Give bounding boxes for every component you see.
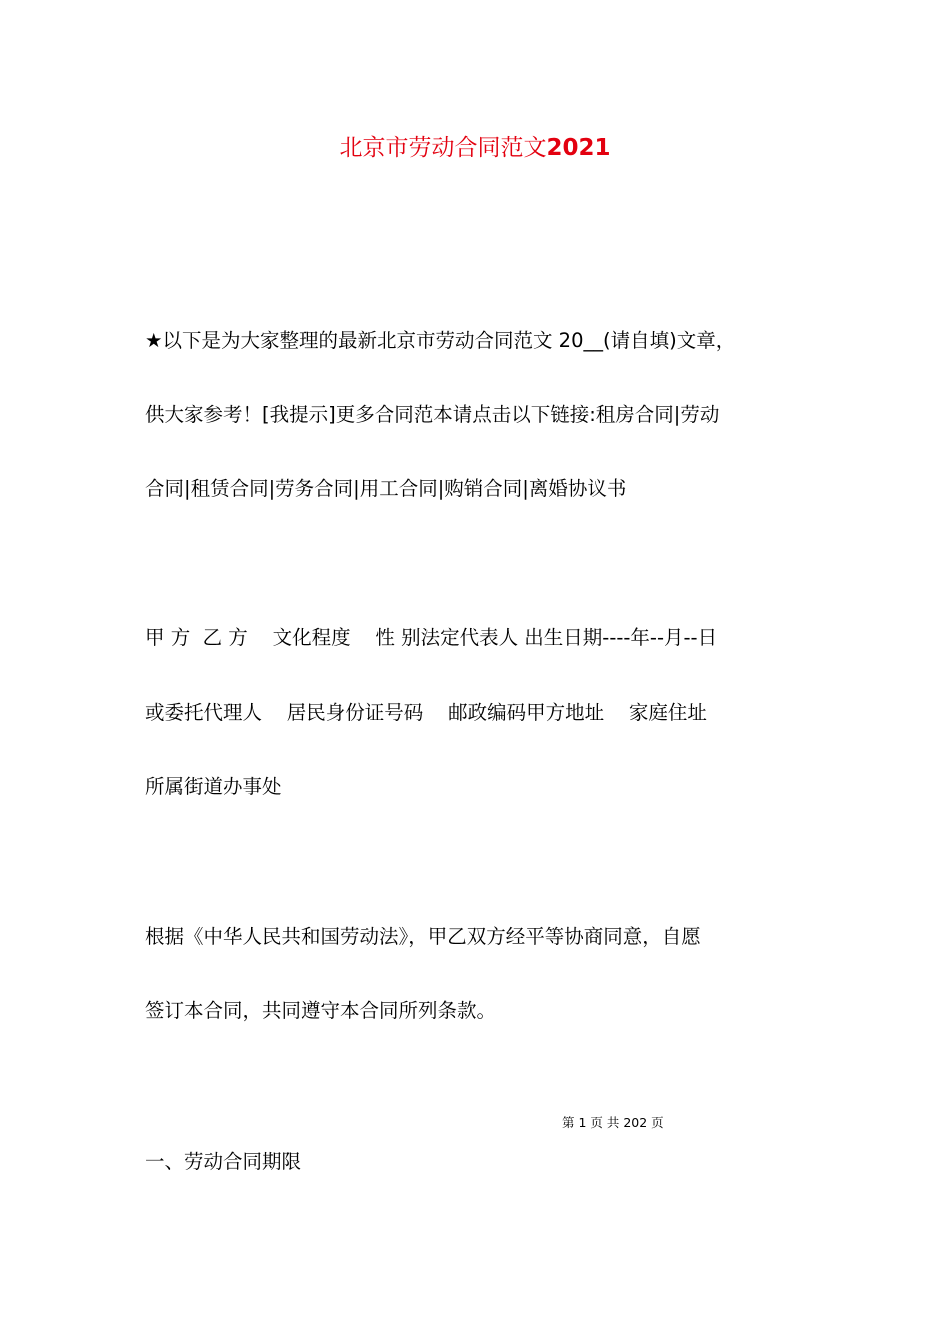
document-title [0,131,950,165]
intro-line-3: 合同|租赁合同|劳务合同|用工合同|购销合同|离婚协议书 [145,477,627,500]
fields-line-1: 甲 方 乙 方 文化程度 性 别法定代表人 出生日期----年--月--日 [145,626,718,649]
intro-line-2: 供大家参考！[我提示]更多合同范本请点击以下链接:租房合同|劳动 [145,403,720,426]
fields-line-2: 或委托代理人 居民身份证号码 邮政编码甲方地址 家庭住址 [145,701,707,724]
section-heading: 一、劳动合同期限 [145,1150,302,1173]
page-number-footer: 第 1 页 共 202 页 [562,1115,664,1130]
title-year: 2021 [546,135,611,161]
intro-line-1: ★以下是为大家整理的最新北京市劳动合同范文 20__(请自填)文章， [145,329,736,352]
title-text: 北京市劳动合同范文 [339,135,547,161]
fields-line-3: 所属街道办事处 [145,775,282,798]
preamble-line-2: 签订本合同，共同遵守本合同所列条款。 [145,999,497,1022]
preamble-line-1: 根据《中华人民共和国劳动法》，甲乙双方经平等协商同意，自愿 [145,925,701,948]
